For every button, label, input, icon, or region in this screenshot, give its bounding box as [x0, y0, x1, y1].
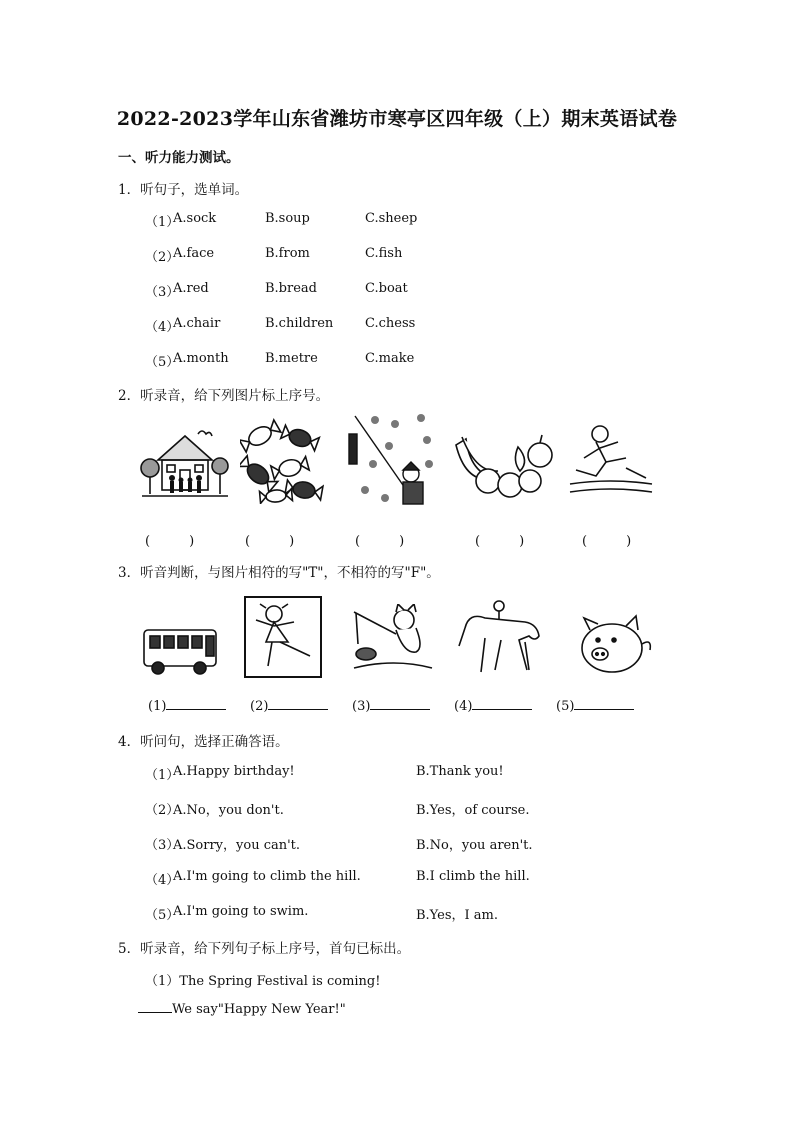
answer-paren-1[interactable]: ( ): [145, 534, 195, 549]
answer-line[interactable]: [166, 697, 226, 710]
answer-paren-2[interactable]: ( ): [245, 534, 295, 549]
boy-jumping-picture: [566, 418, 656, 500]
blank-label: (1): [148, 699, 167, 714]
blank-5[interactable]: [556, 697, 634, 714]
q3-answer-blanks: [148, 697, 668, 715]
option-b: B.from: [265, 246, 310, 261]
answer-line[interactable]: [268, 697, 328, 710]
firecrackers-boy-picture: [345, 410, 435, 508]
option-a: A.month: [173, 351, 229, 366]
option-b: B.metre: [265, 351, 318, 366]
pig-picture: [576, 610, 656, 678]
cat-fishing-picture: [352, 604, 434, 680]
row-number: （1）: [145, 768, 180, 783]
option-c: C.make: [365, 351, 415, 366]
blank-label: (4): [454, 699, 473, 714]
blank-label: (3): [352, 699, 371, 714]
option-b: B.soup: [265, 211, 310, 226]
question-2-prompt: 2．听录音，给下列图片标上序号。: [118, 388, 330, 404]
man-riding-horse-picture: [455, 598, 545, 680]
second-sentence: We say"Happy New Year!": [172, 1002, 346, 1017]
candies-picture: [240, 418, 324, 504]
question-3-prompt: 3．听音判断，与图片相符的写"T"，不相符的写"F"。: [118, 565, 440, 581]
q4-row-1: [145, 764, 745, 782]
option-a: A.I'm going to swim.: [173, 904, 309, 919]
house-family-picture: [140, 420, 230, 502]
option-a: A.chair: [173, 316, 221, 331]
option-c: C.chess: [365, 316, 416, 331]
option-c: C.sheep: [365, 211, 418, 226]
q1-row-1: [145, 211, 745, 229]
blank-1[interactable]: [148, 697, 226, 714]
option-c: C.boat: [365, 281, 408, 296]
question-5-prompt: 5．听录音，给下列句子标上序号，首句已标出。: [118, 941, 411, 957]
blank-2[interactable]: [250, 697, 328, 714]
q1-row-2: [145, 246, 745, 264]
row-number: （5）: [145, 908, 180, 923]
option-a: A.No，you don't.: [173, 803, 284, 818]
section-heading-listening: 一、听力能力测试。: [118, 150, 240, 166]
option-b: B.I climb the hill.: [416, 869, 530, 884]
bus-picture: [140, 626, 220, 678]
row-number: （2）: [145, 250, 180, 265]
option-b: B.children: [265, 316, 334, 331]
row-number: （1）: [145, 215, 180, 230]
option-b: B.Yes，of course.: [416, 803, 530, 818]
q4-row-4: [145, 869, 745, 887]
row-number: （3）: [145, 285, 180, 300]
q4-row-5: [145, 904, 745, 922]
answer-paren-4[interactable]: ( ): [475, 534, 525, 549]
blank-4[interactable]: [454, 697, 532, 714]
option-b: B.bread: [265, 281, 317, 296]
question-1-prompt: 1．听句子，选单词。: [118, 182, 249, 198]
answer-line[interactable]: [574, 697, 634, 710]
row-number: （4）: [145, 320, 180, 335]
answer-line[interactable]: [472, 697, 532, 710]
option-a: A.red: [173, 281, 209, 296]
answer-paren-3[interactable]: ( ): [355, 534, 405, 549]
option-a: A.Happy birthday!: [173, 764, 295, 779]
q1-row-5: [145, 351, 745, 369]
option-b: B.No，you aren't.: [416, 838, 533, 853]
first-sentence: （1）The Spring Festival is coming!: [145, 974, 381, 989]
option-b: B.Thank you!: [416, 764, 504, 779]
option-a: A.face: [173, 246, 215, 261]
q1-row-3: [145, 281, 745, 299]
answer-line[interactable]: [370, 697, 430, 710]
row-number: （5）: [145, 355, 180, 370]
row-number: （4）: [145, 873, 180, 888]
row-number: （3）: [145, 838, 180, 853]
option-c: C.fish: [365, 246, 403, 261]
option-a: A.I'm going to climb the hill.: [173, 869, 361, 884]
girl-dancing-picture: [244, 596, 322, 678]
option-a: A.Sorry，you can't.: [173, 838, 301, 853]
q4-row-2: [145, 799, 745, 817]
option-a: A.sock: [173, 211, 217, 226]
row-number: （2）: [145, 803, 180, 818]
q1-row-4: [145, 316, 745, 334]
order-blank[interactable]: [138, 1000, 172, 1013]
blank-label: (2): [250, 699, 269, 714]
page-title: 2022-2023学年山东省潍坊市寒亭区四年级（上）期末英语试卷: [116, 108, 678, 130]
answer-paren-5[interactable]: ( ): [582, 534, 632, 549]
question-4-prompt: 4．听问句，选择正确答语。: [118, 734, 289, 750]
q4-row-3: [145, 834, 745, 852]
blank-label: (5): [556, 699, 575, 714]
fruits-picture: [452, 425, 562, 503]
option-b: B.Yes，I am.: [416, 908, 498, 923]
blank-3[interactable]: [352, 697, 430, 714]
second-sentence-row: [138, 1000, 346, 1017]
